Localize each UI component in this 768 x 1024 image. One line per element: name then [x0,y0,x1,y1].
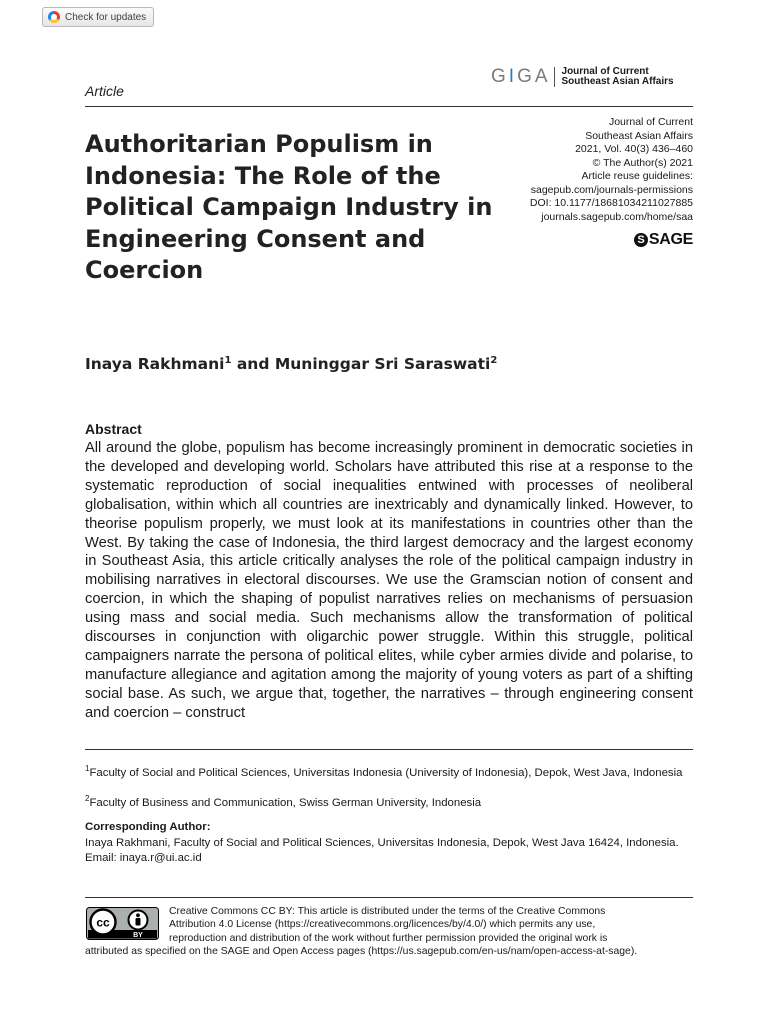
license-text [85,905,695,959]
article-type-label: Article [85,83,124,99]
author-conjunction: and [236,355,270,374]
author-affiliation-mark: 2 [490,355,498,366]
info-permissions-link[interactable]: sagepub.com/journals-permissions [530,183,693,196]
by-logo-text: BY [133,932,143,939]
journal-logo-name [562,67,674,87]
footnote-mark: 1 [85,764,90,773]
cc-logo-text: cc [96,915,110,930]
footnote-mark: 2 [85,794,90,803]
check-for-updates-label: Check for updates [65,11,147,23]
corresponding-author-email[interactable]: Email: inaya.r@ui.ac.id [85,852,202,864]
crossmark-icon [48,11,60,23]
footnote-rule [85,749,693,750]
license-line: reproduction and distribution of the work without further permission provided the original work is [169,932,608,944]
logo-divider [554,67,555,87]
info-journal-link[interactable]: journals.sagepub.com/home/saa [541,210,693,223]
journal-logo-line2: Southeast Asian Affairs [561,76,674,87]
check-for-updates-button[interactable] [42,7,154,27]
abstract-heading: Abstract [85,421,142,437]
author-list [85,355,497,373]
journal-info [530,116,693,224]
journal-logo-line1: Journal of Current [561,66,649,77]
journal-logo [491,66,674,88]
article-title: Authoritarian Populism in Indonesia: The Role of the Political Campaign Industry in Engineering Consent and Coercion [85,130,493,284]
sage-logo-text: SAGE [648,231,693,248]
abstract-text: All around the globe, populism has become increasingly prominent in democratic societies in the developed and developing world. Scholars have attributed this rise at a response to the systematic reproduction of social inequalities entwined with processes of neoliberal globalisation, within which all countries are inextricably and dynamically linked. However, to theorise populism properly, we must look at its manifestations in countries other than the West. By taking the case of Indonesia, the third largest democracy and the largest economy in Southeast Asia, this article critically analyses the role of the political campaign industry in mobilising narratives in electoral discourses. We use the Gramscian notion of consent and coercion, in which the shaping of populist narratives relies on mechanisms of persuasion using mass and social media. Such mechanisms allow the transformation of political discourses in conjunction with oligarchic power struggle. Within this struggle, political campaigners narrate the persona of political elites, while cyber armies divide and polarise, to manufacture allegiance and agitation among the majority of young voters as part of a shifting social base. As such, we argue that, together, the narratives – through engineering consent and coercion – construct [85,440,693,721]
info-volume: 2021, Vol. 40(3) 436–460 [575,143,693,155]
info-doi[interactable]: DOI: 10.1177/18681034211027885 [529,197,693,209]
license-line: Attribution 4.0 License (https://creativecommons.org/licences/by/4.0/) which permits any use, [169,919,596,931]
corresponding-author-heading: Corresponding Author: [85,821,211,833]
affiliation-footnote [85,791,685,811]
header-rule [85,106,693,107]
giga-logo: GIGA [491,66,551,87]
sage-logo [634,231,693,249]
license-line: Creative Commons CC BY: This article is distributed under the terms of the Creative Commons [169,906,606,917]
info-copyright: © The Author(s) 2021 [592,156,693,169]
author-affiliation-mark: 1 [224,355,232,366]
affiliation-text: Faculty of Business and Communication, Swiss German University, Indonesia [89,796,482,809]
author-name: Inaya Rakhmani [85,355,225,374]
license-rule [85,897,693,898]
info-journal-line1: Journal of Current [608,116,693,128]
corresponding-author-address: Inaya Rakhmani, Faculty of Social and Political Sciences, Universitas Indonesia, Depok, West Java 16424, Indonesia. [85,837,679,849]
affiliation-footnote [85,761,685,781]
corresponding-author-details [85,836,685,866]
author-name: Muninggar Sri Saraswati [274,355,491,374]
info-reuse-label: Article reuse guidelines: [581,170,693,182]
sage-s-icon: S [634,233,648,247]
affiliation-text: Faculty of Social and Political Sciences, Universitas Indonesia (University of Indonesia), Depok, West Java, Indonesia [89,766,683,779]
license-line: attributed as specified on the SAGE and Open Access pages (https://us.sagepub.com/en-us/nam/open-access-at-sage). [85,946,638,958]
info-journal-line2: Southeast Asian Affairs [585,129,693,142]
